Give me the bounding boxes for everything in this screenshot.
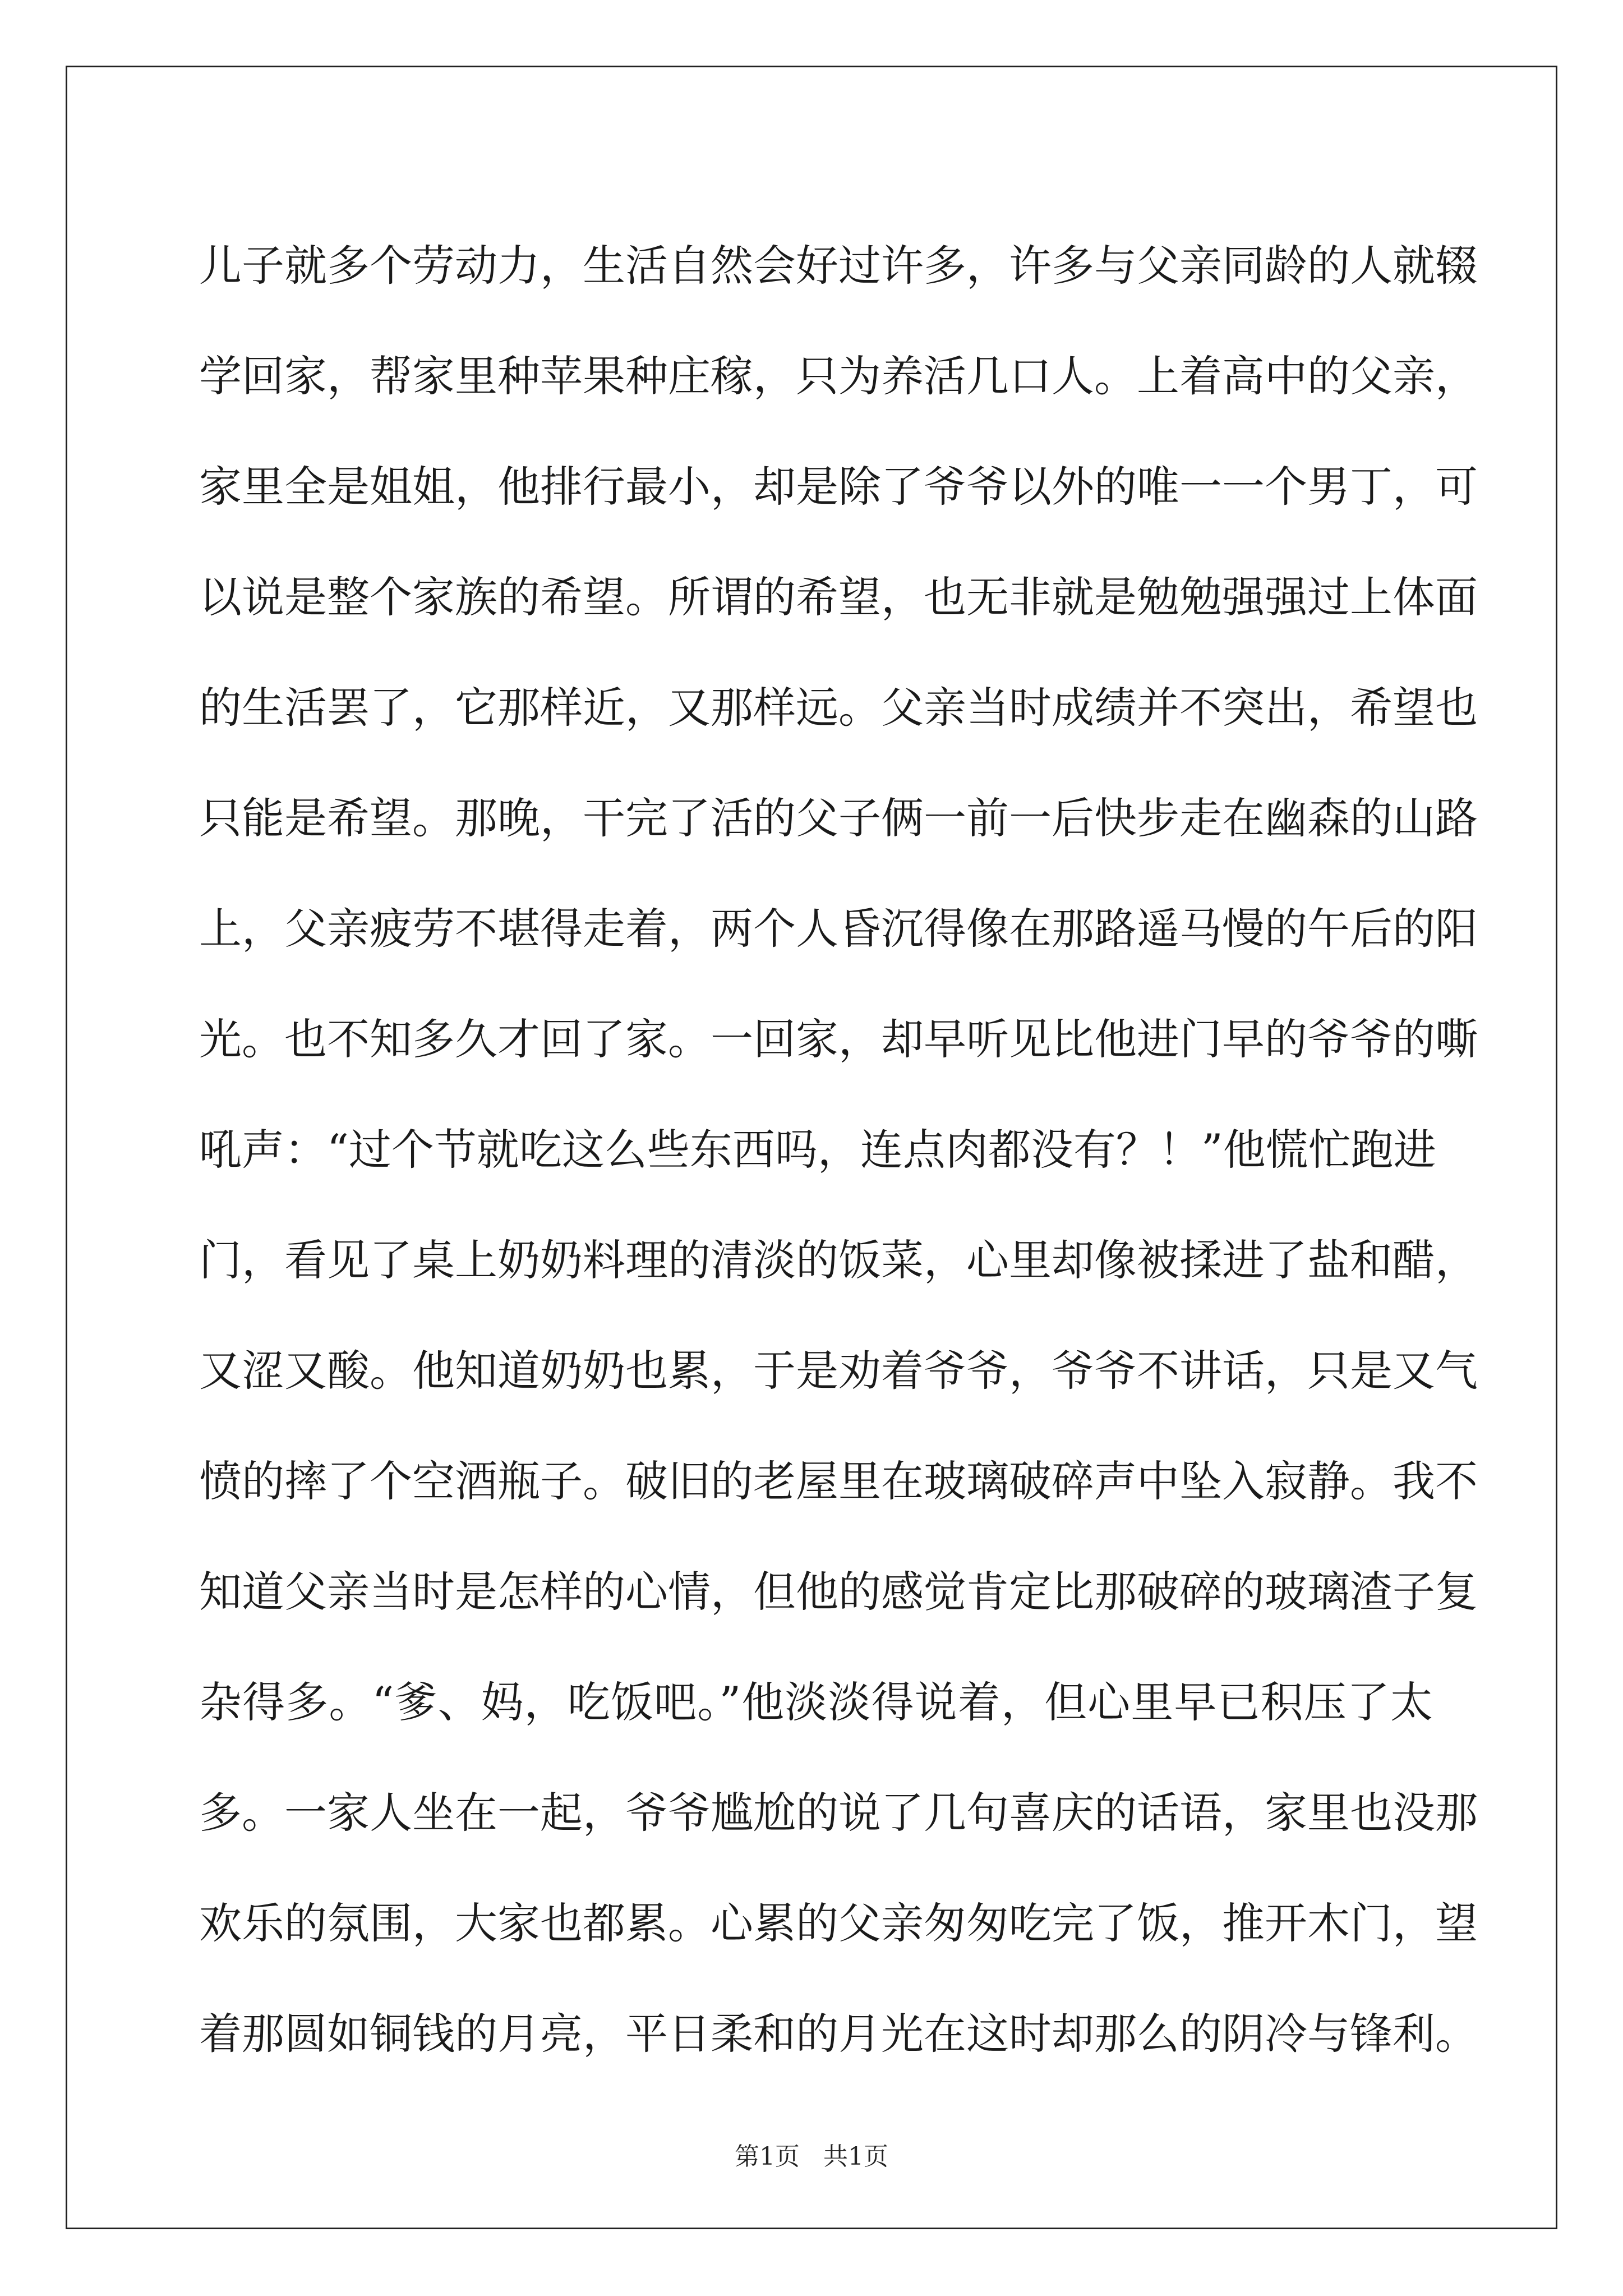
text-line: 光。也不知多久才回了家。一回家，却早听见比他进门早的爷爷的嘶 (199, 1014, 1478, 1064)
text-line: 欢乐的氛围，大家也都累。心累的父亲匆匆吃完了饭，推开木门，望 (199, 1898, 1478, 1948)
text-line: 杂得多。“爹、妈，吃饭吧。”他淡淡得说着，但心里早已积压了太 (199, 1677, 1433, 1727)
text-line: 以说是整个家族的希望。所谓的希望，也无非就是勉勉强强过上体面 (199, 572, 1478, 622)
page-footer: 第1页 共1页 (735, 2142, 888, 2171)
text-line: 愤的摔了个空酒瓶子。破旧的老屋里在玻璃破碎声中坠入寂静。我不 (199, 1456, 1478, 1506)
text-line: 着那圆如铜钱的月亮，平日柔和的月光在这时却那么的阴冷与锋利。 (199, 2009, 1478, 2059)
text-line: 吼声：“过个节就吃这么些东西吗，连点肉都没有？！”他慌忙跑进 (199, 1125, 1436, 1175)
text-line: 学回家，帮家里种苹果种庄稼，只为养活几口人。上着高中的父亲， (199, 351, 1478, 401)
text-line: 多。一家人坐在一起，爷爷尴尬的说了几句喜庆的话语，家里也没那 (199, 1788, 1478, 1838)
text-line: 家里全是姐姐，他排行最小，却是除了爷爷以外的唯一一个男丁，可 (199, 462, 1478, 512)
body-text (199, 210, 1478, 2089)
text-line: 只能是希望。那晚，干完了活的父子俩一前一后快步走在幽森的山路 (199, 793, 1478, 843)
text-line: 又涩又酸。他知道奶奶也累，于是劝着爷爷，爷爷不讲话，只是又气 (199, 1346, 1478, 1396)
text-line: 上，父亲疲劳不堪得走着，两个人昏沉得像在那路遥马慢的午后的阳 (199, 904, 1478, 954)
text-line: 知道父亲当时是怎样的心情，但他的感觉肯定比那破碎的玻璃渣子复 (199, 1567, 1478, 1617)
text-line: 的生活罢了，它那样近，又那样远。父亲当时成绩并不突出，希望也 (199, 683, 1478, 733)
text-line: 儿子就多个劳动力，生活自然会好过许多，许多与父亲同龄的人就辍 (199, 241, 1478, 291)
text-line: 门，看见了桌上奶奶料理的清淡的饭菜，心里却像被揉进了盐和醋， (199, 1235, 1478, 1285)
